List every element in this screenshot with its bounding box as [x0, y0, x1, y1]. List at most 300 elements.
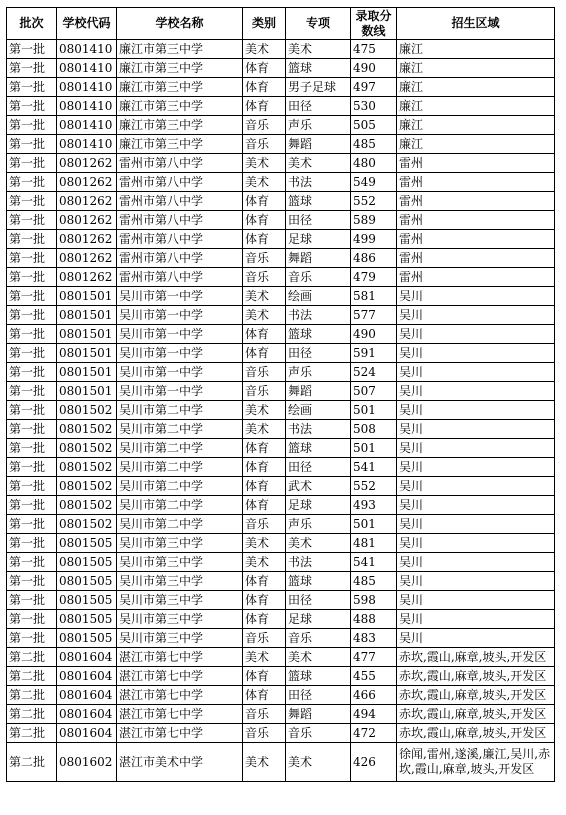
cell-school-code: 0801410	[57, 135, 117, 154]
cell-region: 吴川	[397, 610, 555, 629]
cell-school-code: 0801501	[57, 306, 117, 325]
cell-school-code: 0801505	[57, 572, 117, 591]
table-row	[7, 78, 555, 97]
cell-school-name: 吴川市第二中学	[117, 477, 243, 496]
table-row	[7, 192, 555, 211]
cell-school-name: 廉江市第三中学	[117, 116, 243, 135]
cell-region: 吴川	[397, 439, 555, 458]
cell-school-code: 0801262	[57, 211, 117, 230]
table-body	[7, 40, 555, 782]
cell-specialty: 足球	[286, 610, 351, 629]
cell-school-code: 0801505	[57, 629, 117, 648]
cell-school-name: 吴川市第三中学	[117, 553, 243, 572]
cell-school-name: 吴川市第三中学	[117, 629, 243, 648]
table-row	[7, 629, 555, 648]
table-row	[7, 249, 555, 268]
cell-cutoff-score: 499	[351, 230, 397, 249]
cell-batch: 第二批	[7, 705, 57, 724]
table-row	[7, 211, 555, 230]
cell-batch: 第一批	[7, 591, 57, 610]
cell-specialty: 音乐	[286, 268, 351, 287]
table-row	[7, 382, 555, 401]
cell-category: 体育	[243, 458, 286, 477]
cell-batch: 第二批	[7, 743, 57, 782]
cell-school-name: 吴川市第一中学	[117, 325, 243, 344]
cell-batch: 第一批	[7, 458, 57, 477]
cell-batch: 第一批	[7, 230, 57, 249]
cell-school-code: 0801502	[57, 477, 117, 496]
cell-cutoff-score: 530	[351, 97, 397, 116]
cell-region: 廉江	[397, 97, 555, 116]
cell-specialty: 舞蹈	[286, 249, 351, 268]
cell-specialty: 声乐	[286, 363, 351, 382]
cell-region: 吴川	[397, 458, 555, 477]
cell-category: 体育	[243, 97, 286, 116]
table-row	[7, 648, 555, 667]
cell-cutoff-score: 591	[351, 344, 397, 363]
cell-batch: 第二批	[7, 724, 57, 743]
table-row	[7, 553, 555, 572]
cell-cutoff-score: 455	[351, 667, 397, 686]
cell-school-name: 吴川市第二中学	[117, 496, 243, 515]
cell-cutoff-score: 598	[351, 591, 397, 610]
cell-school-code: 0801502	[57, 458, 117, 477]
cell-school-code: 0801501	[57, 382, 117, 401]
cell-batch: 第一批	[7, 249, 57, 268]
cell-region: 吴川	[397, 401, 555, 420]
table-row	[7, 439, 555, 458]
cell-region: 吴川	[397, 572, 555, 591]
cell-school-name: 雷州市第八中学	[117, 268, 243, 287]
cell-specialty: 篮球	[286, 192, 351, 211]
cell-school-name: 廉江市第三中学	[117, 135, 243, 154]
cell-batch: 第一批	[7, 344, 57, 363]
cell-school-name: 雷州市第八中学	[117, 154, 243, 173]
cell-specialty: 美术	[286, 648, 351, 667]
cell-batch: 第一批	[7, 439, 57, 458]
cell-specialty: 声乐	[286, 116, 351, 135]
cell-category: 美术	[243, 173, 286, 192]
cell-batch: 第二批	[7, 648, 57, 667]
cell-category: 体育	[243, 78, 286, 97]
cell-cutoff-score: 477	[351, 648, 397, 667]
cell-category: 音乐	[243, 363, 286, 382]
cell-batch: 第一批	[7, 534, 57, 553]
header-cutoff-score: 录取分数线	[351, 8, 397, 40]
cell-school-code: 0801262	[57, 268, 117, 287]
cell-school-code: 0801502	[57, 439, 117, 458]
cell-cutoff-score: 485	[351, 135, 397, 154]
cell-category: 美术	[243, 648, 286, 667]
cell-specialty: 足球	[286, 230, 351, 249]
cell-specialty: 音乐	[286, 629, 351, 648]
header-school-name: 学校名称	[117, 8, 243, 40]
cell-category: 体育	[243, 477, 286, 496]
cell-school-name: 雷州市第八中学	[117, 211, 243, 230]
cell-region: 吴川	[397, 591, 555, 610]
cell-category: 体育	[243, 230, 286, 249]
cell-specialty: 书法	[286, 420, 351, 439]
cell-category: 音乐	[243, 515, 286, 534]
cell-school-name: 廉江市第三中学	[117, 40, 243, 59]
table-row	[7, 477, 555, 496]
cell-cutoff-score: 501	[351, 515, 397, 534]
cell-region: 吴川	[397, 306, 555, 325]
cell-school-code: 0801410	[57, 78, 117, 97]
table-row	[7, 572, 555, 591]
cell-school-name: 吴川市第一中学	[117, 306, 243, 325]
cell-batch: 第一批	[7, 40, 57, 59]
cell-region: 吴川	[397, 553, 555, 572]
cell-specialty: 舞蹈	[286, 135, 351, 154]
cell-school-name: 吴川市第一中学	[117, 382, 243, 401]
cell-category: 体育	[243, 192, 286, 211]
cell-category: 音乐	[243, 268, 286, 287]
cell-school-code: 0801262	[57, 173, 117, 192]
cell-specialty: 田径	[286, 686, 351, 705]
cell-cutoff-score: 497	[351, 78, 397, 97]
cell-cutoff-score: 493	[351, 496, 397, 515]
cell-region: 吴川	[397, 363, 555, 382]
cell-region: 雷州	[397, 192, 555, 211]
table-row	[7, 667, 555, 686]
table-row	[7, 59, 555, 78]
cell-school-name: 雷州市第八中学	[117, 230, 243, 249]
header-category: 类别	[243, 8, 286, 40]
cell-cutoff-score: 481	[351, 534, 397, 553]
header-school-code: 学校代码	[57, 8, 117, 40]
cell-school-name: 廉江市第三中学	[117, 97, 243, 116]
cell-cutoff-score: 541	[351, 458, 397, 477]
cell-region: 赤坎,霞山,麻章,坡头,开发区	[397, 686, 555, 705]
cell-cutoff-score: 426	[351, 743, 397, 782]
table-row	[7, 306, 555, 325]
cell-cutoff-score: 524	[351, 363, 397, 382]
cell-cutoff-score: 552	[351, 192, 397, 211]
cell-cutoff-score: 505	[351, 116, 397, 135]
cell-category: 美术	[243, 154, 286, 173]
table-row	[7, 135, 555, 154]
cell-specialty: 田径	[286, 344, 351, 363]
cell-school-name: 廉江市第三中学	[117, 78, 243, 97]
cell-cutoff-score: 475	[351, 40, 397, 59]
cell-school-code: 0801502	[57, 420, 117, 439]
table-row	[7, 363, 555, 382]
cell-cutoff-score: 577	[351, 306, 397, 325]
cell-region: 徐闻,雷州,遂溪,廉江,吴川,赤坎,霞山,麻章,坡头,开发区	[397, 743, 555, 782]
cell-school-code: 0801501	[57, 344, 117, 363]
table-row	[7, 610, 555, 629]
cell-specialty: 篮球	[286, 59, 351, 78]
cell-region: 廉江	[397, 116, 555, 135]
cell-school-code: 0801262	[57, 192, 117, 211]
cell-category: 美术	[243, 534, 286, 553]
cell-school-code: 0801604	[57, 724, 117, 743]
cell-school-code: 0801505	[57, 534, 117, 553]
cell-specialty: 田径	[286, 211, 351, 230]
cell-specialty: 书法	[286, 553, 351, 572]
cell-school-name: 雷州市第八中学	[117, 249, 243, 268]
cell-school-code: 0801505	[57, 610, 117, 629]
table-row	[7, 173, 555, 192]
cell-specialty: 绘画	[286, 401, 351, 420]
cell-region: 赤坎,霞山,麻章,坡头,开发区	[397, 724, 555, 743]
cell-cutoff-score: 483	[351, 629, 397, 648]
cell-school-name: 雷州市第八中学	[117, 173, 243, 192]
cell-school-code: 0801502	[57, 515, 117, 534]
cell-specialty: 书法	[286, 306, 351, 325]
cell-school-name: 廉江市第三中学	[117, 59, 243, 78]
cell-school-name: 湛江市第七中学	[117, 667, 243, 686]
cell-batch: 第一批	[7, 363, 57, 382]
cell-specialty: 田径	[286, 97, 351, 116]
table-row	[7, 97, 555, 116]
cell-region: 吴川	[397, 496, 555, 515]
cell-region: 雷州	[397, 211, 555, 230]
cell-cutoff-score: 486	[351, 249, 397, 268]
cell-category: 音乐	[243, 135, 286, 154]
cell-school-name: 湛江市第七中学	[117, 705, 243, 724]
cell-category: 体育	[243, 439, 286, 458]
cell-school-name: 雷州市第八中学	[117, 192, 243, 211]
cell-region: 廉江	[397, 78, 555, 97]
cell-category: 音乐	[243, 705, 286, 724]
cell-batch: 第一批	[7, 173, 57, 192]
cell-cutoff-score: 549	[351, 173, 397, 192]
cell-cutoff-score: 480	[351, 154, 397, 173]
cell-school-code: 0801505	[57, 591, 117, 610]
cell-specialty: 美术	[286, 154, 351, 173]
cell-category: 体育	[243, 211, 286, 230]
header-region: 招生区域	[397, 8, 555, 40]
cell-school-code: 0801410	[57, 59, 117, 78]
cell-batch: 第一批	[7, 382, 57, 401]
cell-school-name: 吴川市第二中学	[117, 458, 243, 477]
table-row	[7, 724, 555, 743]
cell-school-code: 0801604	[57, 686, 117, 705]
cell-category: 体育	[243, 59, 286, 78]
cell-batch: 第一批	[7, 420, 57, 439]
cell-batch: 第一批	[7, 116, 57, 135]
cell-specialty: 美术	[286, 40, 351, 59]
cell-batch: 第一批	[7, 192, 57, 211]
table-row	[7, 325, 555, 344]
cell-category: 体育	[243, 344, 286, 363]
table-row	[7, 686, 555, 705]
cell-region: 吴川	[397, 534, 555, 553]
cell-batch: 第一批	[7, 325, 57, 344]
cell-school-name: 吴川市第三中学	[117, 534, 243, 553]
cell-category: 体育	[243, 572, 286, 591]
cell-specialty: 篮球	[286, 572, 351, 591]
table-row	[7, 458, 555, 477]
table-row	[7, 705, 555, 724]
cell-region: 吴川	[397, 515, 555, 534]
cell-cutoff-score: 501	[351, 439, 397, 458]
cell-category: 体育	[243, 686, 286, 705]
admission-table	[6, 7, 555, 782]
cell-school-name: 吴川市第二中学	[117, 420, 243, 439]
cell-cutoff-score: 494	[351, 705, 397, 724]
cell-category: 美术	[243, 743, 286, 782]
cell-specialty: 田径	[286, 591, 351, 610]
cell-cutoff-score: 466	[351, 686, 397, 705]
table-row	[7, 743, 555, 782]
cell-region: 吴川	[397, 344, 555, 363]
cell-batch: 第一批	[7, 97, 57, 116]
cell-school-name: 吴川市第一中学	[117, 287, 243, 306]
cell-school-code: 0801262	[57, 154, 117, 173]
header-batch: 批次	[7, 8, 57, 40]
cell-specialty: 篮球	[286, 439, 351, 458]
table-row	[7, 268, 555, 287]
cell-specialty: 音乐	[286, 724, 351, 743]
cell-category: 体育	[243, 496, 286, 515]
cell-region: 吴川	[397, 477, 555, 496]
cell-batch: 第一批	[7, 154, 57, 173]
cell-specialty: 舞蹈	[286, 382, 351, 401]
cell-school-code: 0801502	[57, 401, 117, 420]
cell-specialty: 书法	[286, 173, 351, 192]
cell-school-name: 吴川市第二中学	[117, 401, 243, 420]
cell-batch: 第一批	[7, 401, 57, 420]
cell-category: 美术	[243, 40, 286, 59]
cell-batch: 第一批	[7, 59, 57, 78]
cell-category: 美术	[243, 553, 286, 572]
cell-school-name: 吴川市第二中学	[117, 515, 243, 534]
cell-school-name: 吴川市第三中学	[117, 572, 243, 591]
cell-cutoff-score: 472	[351, 724, 397, 743]
cell-region: 雷州	[397, 230, 555, 249]
cell-cutoff-score: 501	[351, 401, 397, 420]
cell-batch: 第一批	[7, 610, 57, 629]
cell-school-code: 0801505	[57, 553, 117, 572]
cell-region: 赤坎,霞山,麻章,坡头,开发区	[397, 667, 555, 686]
cell-cutoff-score: 507	[351, 382, 397, 401]
table-row	[7, 344, 555, 363]
cell-region: 雷州	[397, 268, 555, 287]
cell-category: 音乐	[243, 116, 286, 135]
cell-category: 美术	[243, 287, 286, 306]
cell-batch: 第一批	[7, 306, 57, 325]
cell-cutoff-score: 581	[351, 287, 397, 306]
cell-school-name: 吴川市第三中学	[117, 610, 243, 629]
cell-region: 吴川	[397, 382, 555, 401]
table-row	[7, 515, 555, 534]
cell-batch: 第二批	[7, 667, 57, 686]
cell-cutoff-score: 552	[351, 477, 397, 496]
cell-region: 吴川	[397, 325, 555, 344]
cell-batch: 第一批	[7, 287, 57, 306]
cell-school-code: 0801604	[57, 705, 117, 724]
cell-school-code: 0801502	[57, 496, 117, 515]
cell-category: 音乐	[243, 382, 286, 401]
table-row	[7, 401, 555, 420]
cell-specialty: 绘画	[286, 287, 351, 306]
cell-specialty: 武术	[286, 477, 351, 496]
cell-specialty: 篮球	[286, 667, 351, 686]
cell-specialty: 篮球	[286, 325, 351, 344]
cell-school-name: 湛江市美术中学	[117, 743, 243, 782]
header-specialty: 专项	[286, 8, 351, 40]
cell-cutoff-score: 589	[351, 211, 397, 230]
header-row	[7, 8, 555, 40]
cell-batch: 第一批	[7, 477, 57, 496]
cell-region: 廉江	[397, 40, 555, 59]
cell-cutoff-score: 488	[351, 610, 397, 629]
cell-category: 体育	[243, 667, 286, 686]
cell-batch: 第一批	[7, 496, 57, 515]
cell-school-code: 0801501	[57, 325, 117, 344]
cell-category: 体育	[243, 591, 286, 610]
cell-cutoff-score: 479	[351, 268, 397, 287]
table-row	[7, 154, 555, 173]
cell-school-name: 湛江市第七中学	[117, 686, 243, 705]
cell-batch: 第一批	[7, 629, 57, 648]
cell-batch: 第一批	[7, 553, 57, 572]
cell-category: 音乐	[243, 724, 286, 743]
table-row	[7, 496, 555, 515]
table-row	[7, 116, 555, 135]
cell-specialty: 声乐	[286, 515, 351, 534]
table-row	[7, 287, 555, 306]
cell-category: 体育	[243, 325, 286, 344]
cell-specialty: 舞蹈	[286, 705, 351, 724]
cell-specialty: 美术	[286, 743, 351, 782]
cell-region: 廉江	[397, 59, 555, 78]
table-row	[7, 420, 555, 439]
cell-specialty: 田径	[286, 458, 351, 477]
cell-batch: 第一批	[7, 515, 57, 534]
cell-school-name: 湛江市第七中学	[117, 648, 243, 667]
cell-region: 吴川	[397, 629, 555, 648]
cell-region: 赤坎,霞山,麻章,坡头,开发区	[397, 705, 555, 724]
cell-specialty: 美术	[286, 534, 351, 553]
cell-region: 廉江	[397, 135, 555, 154]
cell-school-name: 吴川市第一中学	[117, 344, 243, 363]
cell-school-code: 0801410	[57, 40, 117, 59]
cell-region: 雷州	[397, 249, 555, 268]
cell-school-code: 0801262	[57, 230, 117, 249]
cell-cutoff-score: 541	[351, 553, 397, 572]
cell-school-code: 0801410	[57, 116, 117, 135]
admission-table-container	[6, 7, 554, 782]
cell-school-name: 吴川市第三中学	[117, 591, 243, 610]
cell-school-code: 0801602	[57, 743, 117, 782]
cell-batch: 第一批	[7, 135, 57, 154]
cell-cutoff-score: 490	[351, 325, 397, 344]
cell-category: 美术	[243, 306, 286, 325]
cell-school-code: 0801262	[57, 249, 117, 268]
cell-cutoff-score: 490	[351, 59, 397, 78]
cell-specialty: 足球	[286, 496, 351, 515]
cell-category: 美术	[243, 420, 286, 439]
cell-category: 音乐	[243, 629, 286, 648]
cell-school-code: 0801604	[57, 648, 117, 667]
table-row	[7, 591, 555, 610]
table-row	[7, 230, 555, 249]
cell-region: 雷州	[397, 154, 555, 173]
cell-batch: 第二批	[7, 686, 57, 705]
cell-category: 美术	[243, 401, 286, 420]
cell-batch: 第一批	[7, 78, 57, 97]
cell-category: 音乐	[243, 249, 286, 268]
cell-cutoff-score: 508	[351, 420, 397, 439]
cell-school-code: 0801501	[57, 363, 117, 382]
cell-school-code: 0801604	[57, 667, 117, 686]
cell-region: 赤坎,霞山,麻章,坡头,开发区	[397, 648, 555, 667]
cell-region: 雷州	[397, 173, 555, 192]
